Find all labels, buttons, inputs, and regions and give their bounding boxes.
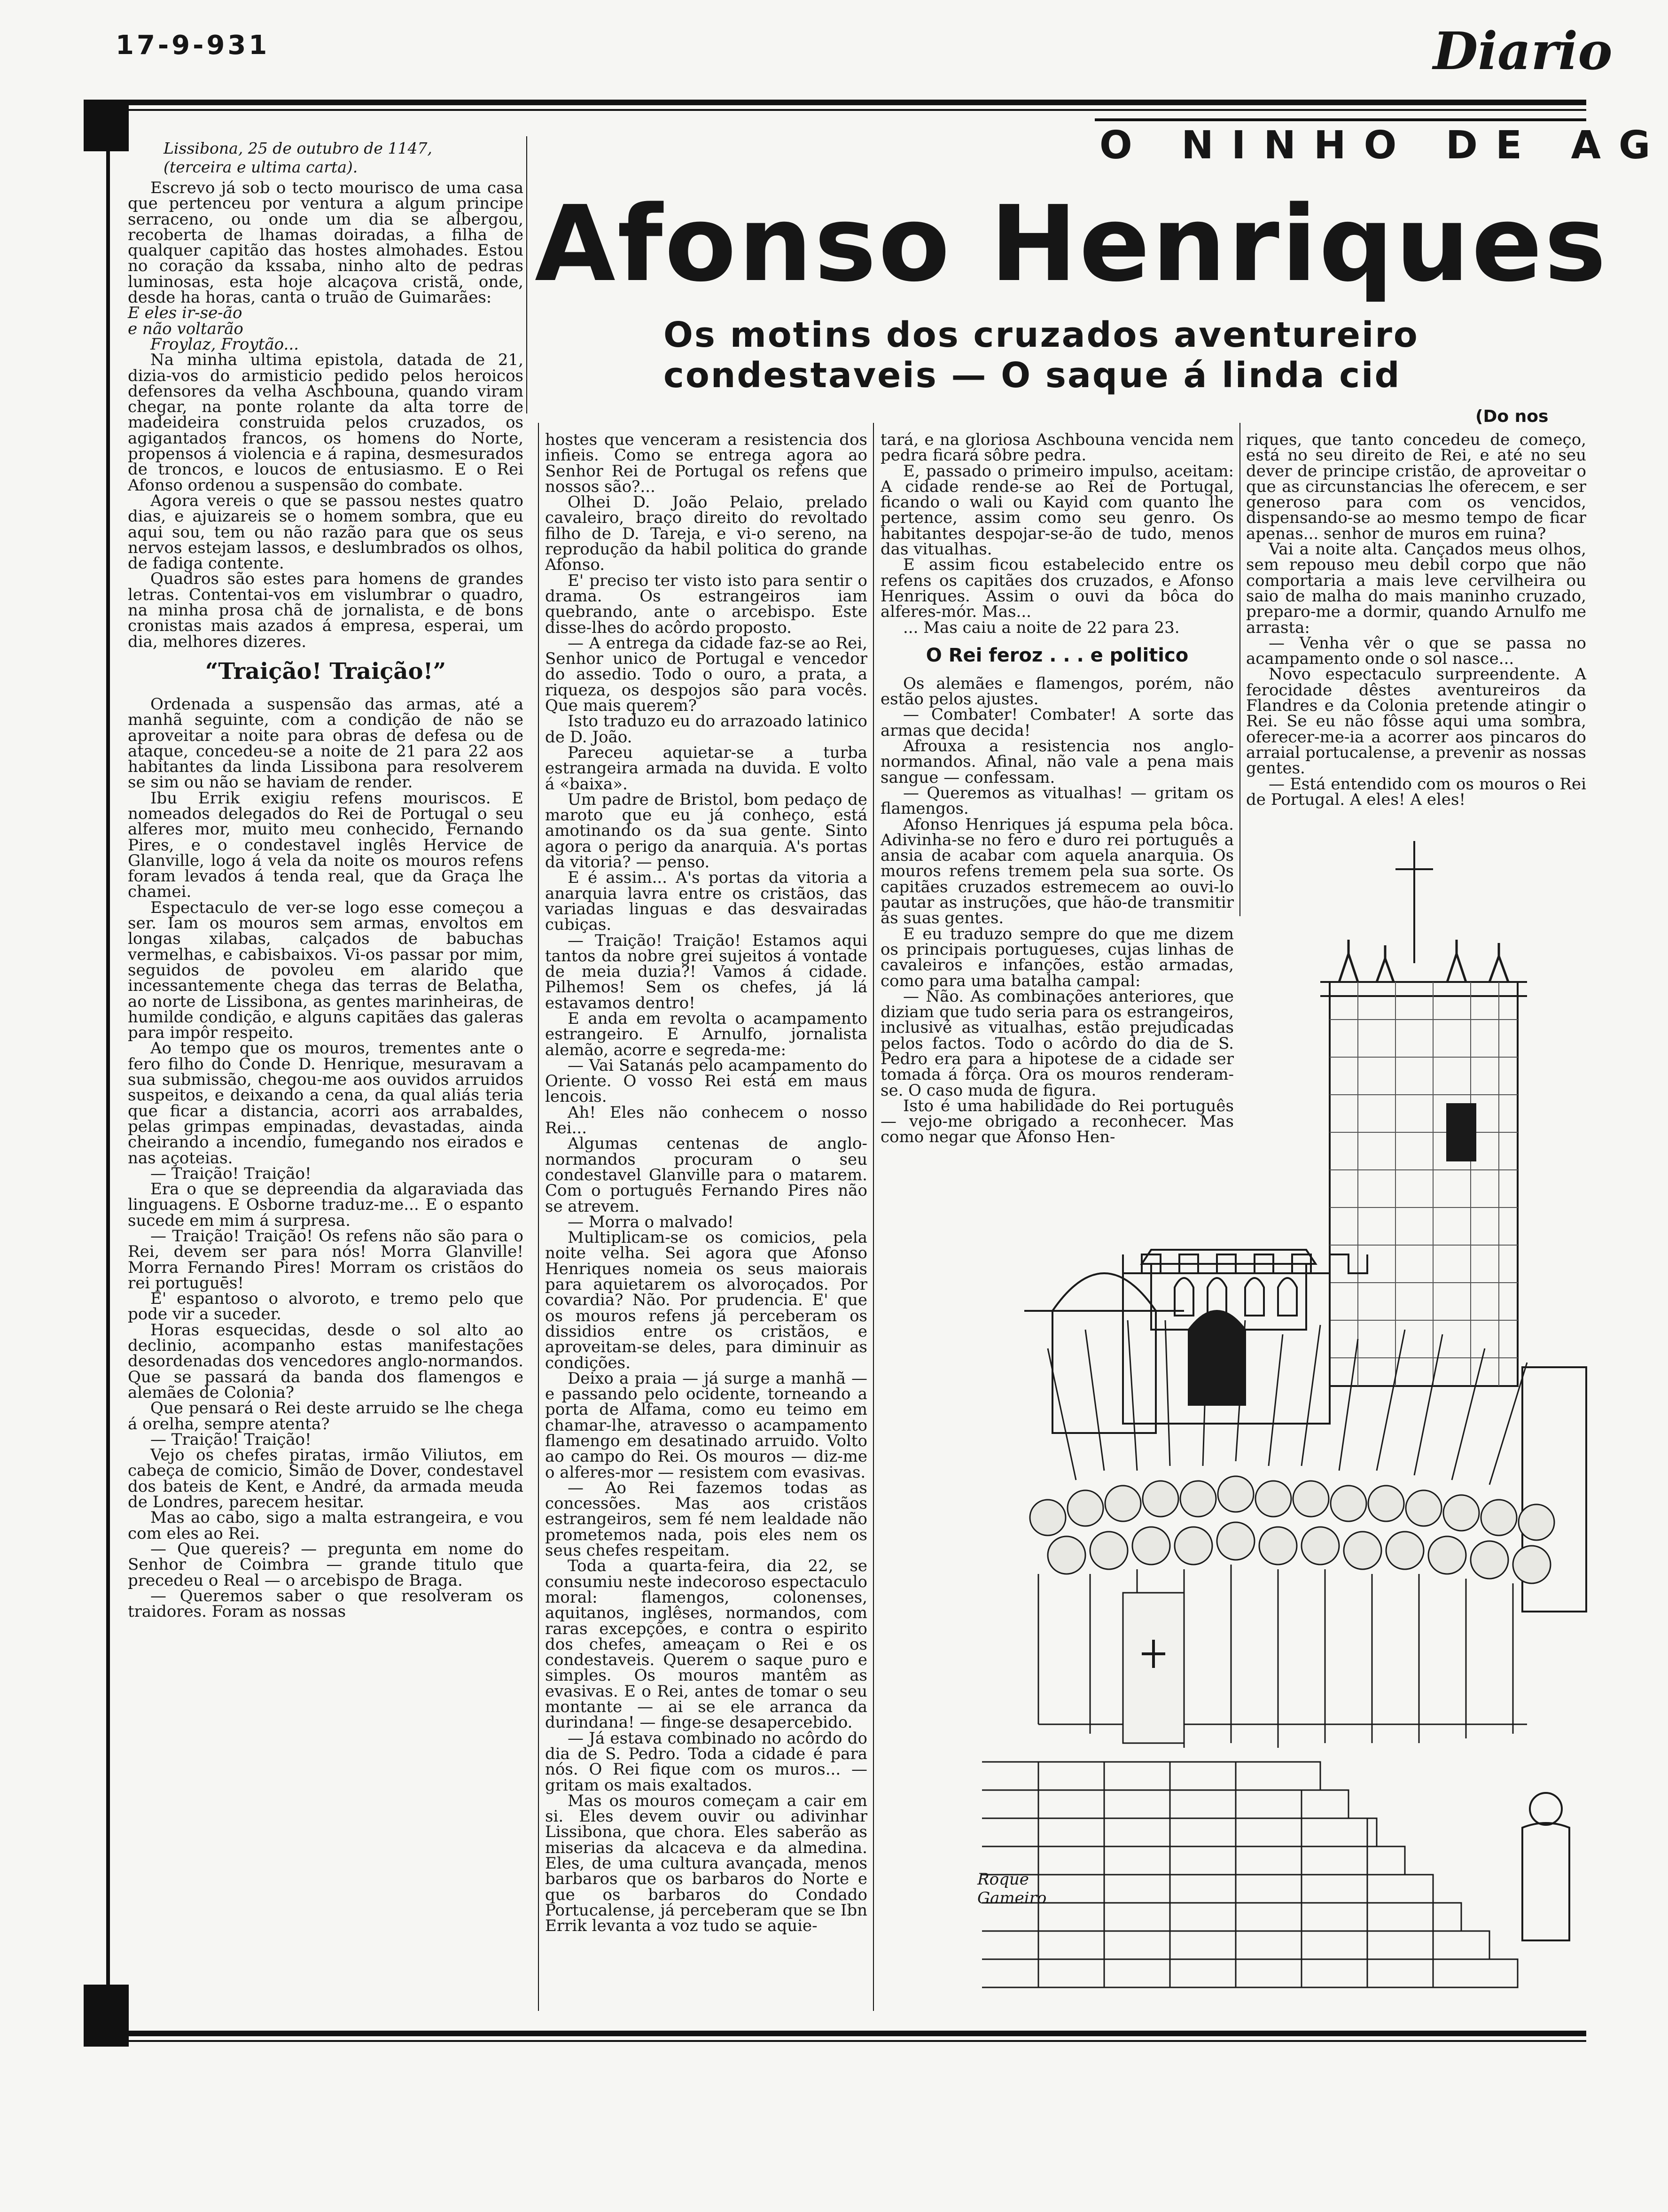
paragraph: Escrevo já sob o tecto mourisco de uma casa que pertenceu por ventura a algum principe serraceno, ou onde um dia se albergou, recoberta de lhamas doiradas, a filha de qualquer capitão das hostes almohades. Estou no coração da kssaba, ninho alto de pedras luminosas, esta hoje alcaçova cristã, onde, desde ha horas, canta o truão de Guimarães: (128, 179, 523, 307)
column-divider-2 (873, 423, 874, 2011)
top-rule (84, 100, 1586, 105)
paragraph: Na minha ultima epistola, datada de 21, dizia-vos do armisticio pedido pelos heroicos defensores da velha Aschbouna, quando viram chegar, na ponte rolante da alta torre de madeideira construida pelos cruzados, os agigantados francos, os homens do Norte, propensos á violencia e á rapina, desmesurados de troncos, e loucos de entusiasmo. E o Rei Afonso ordenou a suspensão do combate. (128, 350, 523, 495)
paragraph: Ao tempo que os mouros, trementes ante o fero filho do Conde D. Henrique, mesuravam a sua submissão, chegou-me aos ouvidos arruidos suspeitos, e deixando a cena, da qual aliás teria que ficar a distancia, acorri aos arrabaldes, pelas grimpas empinadas, devastadas, ainda cheirando a incendio, fumegando nos eirados e nas açoteias. (128, 1039, 523, 1168)
article-column-2 (545, 432, 867, 1983)
paragraph: E assim ficou estabelecido entre os refens os capitães dos cruzados, e Afonso Henriques. Assim o ouvi da bôca do alferes-mór. Mas... (881, 555, 1234, 622)
paragraph: — Traição! Traição! (150, 1430, 312, 1449)
crowd-of-soldiers (1030, 1316, 1554, 1748)
paragraph: Um padre de Bristol, bom pedaço de maroto que eu já conheço, está amotinando os da sua gente. Sinto agora o perigo da anarquia. A's portas da vitoria? — penso. (545, 790, 867, 872)
paragraph: — A entrega da cidade faz-se ao Rei, Senhor unico de Portugal e vencedor do assedio. Todo o ouro, a prata, a riqueza, os despojos são para vocês. Que mais querem? (545, 633, 867, 716)
paragraph: — Está entendido com os mouros o Rei de Portugal. A eles! A eles! (1246, 774, 1586, 809)
paragraph: Espectaculo de ver-se logo esse começou a ser. Iam os mouros sem armas, envoltos em longas xilabas, calçados de babuchas vermelhas, e cabisbaixos. Vi-os passar por mim, seguidos de povoleu em alarido que incessantemente chega das terras de Belatha, ao norte de Lissibona, as gentes marinheiras, de humilde condição, e alguns capitães das galeras para impôr respeito. (128, 898, 523, 1043)
byline: (Do nos (1475, 407, 1549, 426)
paragraph: Mas ao cabo, sigo a malta estrangeira, e vou com eles ao Rei. (128, 1508, 523, 1543)
verse-line: e não voltarão (128, 319, 243, 338)
paragraph: Olhei D. João Pelaio, prelado cavaleiro, braço direito do revoltado filho de D. Tareja, e vi-o sereno, na reprodução da habil politica do grande Afonso. (545, 493, 867, 575)
section-subhead: “Traição! Traição!” (205, 658, 446, 685)
paragraph: E' preciso ter visto isto para sentir o drama. Os estrangeiros iam quebrando, ante o arcebispo. Este disse-lhes do acôrdo proposto. (545, 571, 867, 637)
verse-line: Froylaz, Froytão... (150, 335, 299, 354)
paragraph: — Venha vêr o que se passa no acampamento onde o sol nasce... (1246, 633, 1586, 669)
column-divider-1 (538, 423, 539, 2011)
column-divider-1-upper (526, 136, 527, 413)
newspaper-masthead: Diario (1433, 21, 1613, 81)
article-column-1 (128, 180, 523, 1971)
paragraph: — Queremos as vitualhas! — gritam os flamengos. (881, 783, 1234, 818)
paragraph: Vejo os chefes piratas, irmão Viliutos, em cabeça de comicio, Simão de Dover, condestavel dos bateis de Kent, e André, da armada meuda de Londres, parecem hesitar. (128, 1446, 523, 1512)
paragraph: Vai a noite alta. Cançados meus olhos, sem repouso meu debil corpo que não comportaria a mais leve cervilheira ou saio de malha do mais maninho cruzado, preparo-me a dormir, quando Arnulfo me arrasta: (1246, 540, 1586, 637)
paragraph: Afrouxa a resistencia nos anglo-normandos. Afinal, não vale a pena mais sangue — confessam. (881, 737, 1234, 787)
paragraph: hostes que venceram a resistencia dos infieis. Como se entrega agora ao Senhor Rei de Portugal os refens que nossos são?... (545, 430, 867, 496)
paragraph: Ordenada a suspensão das armas, até a manhã seguinte, com a condição de não se aproveitar a noite para obras de defesa ou de ataque, concedeu-se a noite de 21 para 22 aos habitantes da linda Lissibona para resolverem se sim ou não se haviam de render. (128, 694, 523, 792)
paragraph: E eu traduzo sempre do que me dizem os principais portugueses, cujas linhas de cavaleiros e infanções, estão armadas, como para uma batalha campal: (881, 924, 1234, 990)
paragraph: tará, e na gloriosa Aschbouna vencida nem pedra ficará sôbre pedra. (881, 430, 1234, 465)
top-rule-thin (84, 109, 1586, 111)
left-margin-bar-top (84, 100, 129, 151)
paragraph: riques, que tanto concedeu de começo, está no seu direito de Rei, e até no seu dever de principe cristão, de aproveitar o que as circunstancias lhe oferecem, e ser generoso para com os vencidos, dispensando-se ao mesmo tempo de ficar apenas... senhor de muros em ruina? (1246, 430, 1586, 543)
paragraph: Que pensará o Rei deste arruido se lhe chega á orelha, sempre atenta? (128, 1399, 523, 1433)
left-margin-rule (106, 150, 110, 2006)
paragraph: Mas os mouros começam a cair em si. Eles devem ouvir ou adivinhar Lissibona, que chora. Eles saberão as miserias da alcaceva e da almedina. Eles, de uma cultura avançada, menos barbaros que os barbaros do Norte e que os barbaros do Condado Portucalense, já perceberam que se Ibn Errik levanta a voz tudo se aquie- (545, 1791, 867, 1936)
paragraph: — Queremos saber o que resolveram os traidores. Foram as nossas (128, 1586, 523, 1621)
paragraph: Ah! Eles não conhecem o nosso Rei... (545, 1103, 867, 1138)
paragraph: — Já estava combinado no acôrdo do dia de S. Pedro. Toda a cidade é para nós. O Rei fique com os muros... — gritam os mais exaltados. (545, 1729, 867, 1795)
paragraph: — Vai Satanás pelo acampamento do Oriente. O vosso Rei está em maus lencois. (545, 1056, 867, 1106)
paragraph: Quadros são estes para homens de grandes letras. Contentai-vos em vislumbrar o quadro, na minha prosa chã de jornalista, e de bons cronistas mais azados á empresa, esperai, um dia, melhores dizeres. (128, 569, 523, 651)
paragraph: Agora vereis o que se passou nestes quatro dias, e ajuizareis se o homem sombra, que eu aqui sou, tem ou não razão para que os seus nervos estejam lassos, e deslumbrados os olhos, de fadiga contente. (128, 491, 523, 573)
paragraph: Algumas centenas de anglo-normandos procuram o seu condestavel Glanville para o matarem. Com o português Fernando Pires não se atrevem. (545, 1134, 867, 1216)
paragraph: Isto é uma habilidade do Rei português — vejo-me obrigado a reconhecer. Mas como negar que Afonso Hen- (881, 1096, 1234, 1147)
paragraph: Deixo a praia — já surge a manhã — e passando pelo ocidente, torneando a porta de Alfama, como eu teimo em chamar-lhe, atravesso o acampamento flamengo em desatinado arruido. Volto ao campo do Rei. Os mouros — diz-me o alferes-mor — resistem com evasivas. (545, 1369, 867, 1482)
kicker-rule (1095, 118, 1586, 121)
paragraph: Novo espectaculo surpreendente. A ferocidade dêstes aventureiros da Flandres e da Colonia pretende atingir o Rei. Se eu não fôsse aqui uma sombra, oferecer-me-ia a acorrer aos pincaros do arraial portucalense, a prevenir as nossas gentes. (1246, 665, 1586, 778)
castle-illustration (982, 841, 1586, 2025)
kicker-headline: O NINHO DE AG (1099, 123, 1668, 168)
paragraph: — Não. As combinações anteriores, que diziam que tudo seria para os estrangeiros, inclusivé as vitualhas, estão prejudicadas pelos factos. Todo o acôrdo do dia de S. Pedro era para a hipotese de a cidade ser tomada á fôrça. Ora os mouros renderam-se. O caso muda de figura. (881, 987, 1234, 1100)
paragraph: — Traição! Traição! (150, 1164, 312, 1183)
bottom-rule-thin (84, 2040, 1586, 2042)
paragraph: E anda em revolta o acampamento estrangeiro. E Arnulfo, jornalista alemão, acorre e segreda-me: (545, 1009, 867, 1059)
paragraph: Horas esquecidas, desde o sol alto ao declinio, acompanho estas manifestações desordenadas dos vencedores anglo-normandos. Que se passará da banda dos flamengos e alemães de Colonia? (128, 1320, 523, 1402)
tower-figures (1339, 940, 1508, 982)
paragraph: Toda a quarta-feira, dia 22, se consumiu neste indecoroso espectaculo moral: flamengos, colonenses, aquitanos, inglêses, normandos, com raras excepções, e contra o espirito dos chefes, ameaçam o Rei e os condestaveis. Querem o saque puro e simples. Os mouros mantêm as evasivas. E o Rei, antes de tomar o seu montante — ai se ele arranca da durindana! — finge-se desapercebido. (545, 1557, 867, 1732)
verse-line: E eles ir-se-ão (128, 304, 242, 323)
paragraph: Pareceu aquietar-se a turba estrangeira armada na duvida. E volto á «baixa». (545, 743, 867, 794)
paragraph: Ibu Errik exigiu refens mouriscos. E nomeados delegados do Rei de Portugal o seu alferes mor, muito meu conhecido, Fernando Pires, e o condestavel inglês Hervice de Glanville, logo á vela da noite os mouros refens foram levados á tenda real, que da Graça lhe chamei. (128, 788, 523, 902)
paragraph: — Combater! Combater! A sorte das armas que decida! (881, 705, 1234, 740)
paragraph: Era o que se depreendia da algaraviada das linguagens. E Osborne traduz-me... E o espanto sucede em mim á surpresa. (128, 1180, 523, 1230)
main-headline: Afonso Henriques (535, 184, 1608, 305)
paragraph: — Traição! Traição! Os refens não são para o Rei, devem ser para nós! Morra Glanville! Morra Fernando Pires! Morram os cristãos do rei portuguēs! (128, 1227, 523, 1293)
dateline (164, 139, 535, 177)
deck-line-1: Os motins dos cruzados aventureiro (663, 315, 1419, 355)
illustration-signature: Roque Gameiro (977, 1870, 1047, 1908)
dateline-line-1: Lissibona, 25 de outubro de 1147, (164, 139, 432, 157)
paragraph: Afonso Henriques já espuma pela bôca. Adivinha-se no fero e duro rei português a ansia de acabar com aquela anarquia. Os mouros refens tremem pela sua sorte. Os capitães cruzados estremecem ao ouvi-lo pautar as instruções, que hão-de transmitir ás suas gentes. (881, 815, 1234, 928)
article-column-4 (1246, 432, 1586, 846)
seated-figure (1522, 1793, 1569, 1940)
paragraph: ... Mas caiu a noite de 22 para 23. (903, 618, 1180, 637)
left-margin-bar-bottom (84, 1985, 129, 2047)
paragraph: Isto traduzo eu do arrazoado latinico de D. João. (545, 712, 867, 747)
dateline-line-2: (terceira e ultima carta). (164, 158, 358, 176)
paragraph: — Morra o malvado! (568, 1212, 734, 1231)
paragraph: Multiplicam-se os comicios, pela noite velha. Sei agora que Afonso Henriques nomeia os seus maiorais para aquietarem os alvoroçados. Por covardia? Não. Por prudencia. E' que os mouros refens já perceberam os dissidios entre os cristãos, e aproveitam-se deles, para diminuir as condições. (545, 1228, 867, 1372)
paragraph: — Ao Rei fazemos todas as concessões. Mas aos cristãos estrangeiros, sem fé nem lealdade não prometemos nada, pois eles nem os seus chefes respeitam. (545, 1478, 867, 1560)
page-date: 17-9-931 (116, 30, 270, 61)
paragraph: E' espantoso o alvoroto, e tremo pelo que pode vir a suceder. (128, 1289, 523, 1324)
paragraph: — Traição! Traição! Estamos aqui tantos da nobre grei sujeitos á vontade de meia duzia?! Vamos á cidade. Pilhemos! Sem os chefes, já lá estavamos dentro! (545, 931, 867, 1013)
paragraph: — Que quereis? — pregunta em nome do Senhor de Coimbra — grande titulo que precedeu o Real — o arcebispo de Braga. (128, 1539, 523, 1590)
paragraph: Os alemães e flamengos, porém, não estão pelos ajustes. (881, 674, 1234, 709)
paragraph: E é assim... A's portas da vitoria a anarquia lavra entre os cristãos, das variadas linguas e das desvairadas cubiças. (545, 868, 867, 935)
section-subhead: O Rei feroz . . . e politico (926, 644, 1189, 666)
deck-line-2: condestaveis — O saque á linda cid (663, 355, 1401, 396)
bottom-rule (84, 2031, 1586, 2036)
paragraph: E, passado o primeiro impulso, aceitam: A cidade rende-se ao Rei de Portugal, ficando o wali ou Kayid com quanto lhe pertence, assim como seu genro. Os habitantes despojar-se-ão de tudo, menos das vitualhas. (881, 461, 1234, 559)
